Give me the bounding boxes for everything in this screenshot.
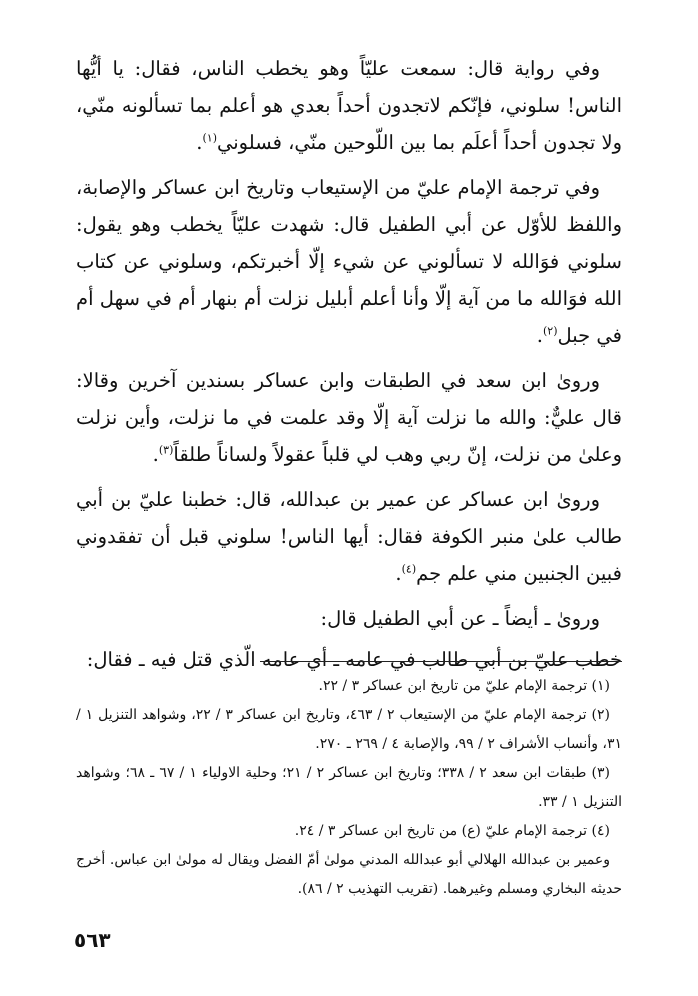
paragraph-2	[76, 169, 622, 354]
footnote-4: (٤) ترجمة الإمام عليّ (ع) من تاريخ ابن عساكر ٣ / ٢٤.	[294, 823, 610, 839]
footnotes	[76, 672, 622, 904]
footnote-ref-1[interactable]: (١)	[202, 131, 217, 145]
paragraph-3	[76, 362, 622, 473]
footnote-3: (٣) طبقات ابن سعد ٢ / ٣٣٨؛ وتاريخ ابن عساكر ٢ / ٢١؛ وحلية الاولياء ١ / ٦٧ ـ ٦٨؛ وشواهد التنزيل ١ / ٣٣.	[76, 765, 622, 810]
paragraph-2-end: .	[536, 324, 543, 347]
footnote-ref-4[interactable]: (٤)	[401, 562, 417, 576]
paragraph-2-text: وفي ترجمة الإمام عليّ من الإستيعاب وتاريخ ابن عساكر والإصابة، واللفظ للأوّل عن أبي الطفيل قال: شهدت عليّاً يخطب وهو يقول: سلوني فوَالله لا تسألوني عن شيء إلّا أخبرتكم، وسلوني عن كتاب الله فوَالله ما من آية إلّا وأنا أعلم أبليل نزلت أم بنهار أم في سهل أم في جبل	[76, 176, 622, 347]
paragraph-5: وروىٰ ـ أيضاً ـ عن أبي الطفيل قال:	[320, 607, 600, 630]
main-text	[76, 50, 622, 686]
footnote-ref-2[interactable]: (٢)	[543, 324, 558, 338]
paragraph-4-end: .	[395, 562, 402, 585]
footnote-ref-3[interactable]: (٣)	[158, 443, 174, 457]
paragraph-3-end: .	[152, 443, 159, 466]
paragraph-6: خطب عليّ بن أبي طالب في عامه ـ أي عامه الّذي قتل فيه ـ فقال:	[86, 648, 622, 671]
footnote-divider	[260, 661, 622, 662]
paragraph-4-text: وروىٰ ابن عساكر عن عمير بن عبدالله، قال: خطبنا عليّ بن أبي طالب علىٰ منبر الكوفة فقال: أيها الناس! سلوني قبل أن تفقدوني فبين الجنبين مني علم جم	[76, 488, 622, 585]
footnote-4-note: وعمير بن عبدالله الهلالي أبو عبدالله المدني مولىٰ أمّ الفضل ويقال له مولىٰ ابن عباس. أخرج حديثه البخاري ومسلم وغيرهما. (تقريب التهذيب ٢ / ٨٦).	[76, 852, 622, 897]
paragraph-1-text: وفي رواية قال: سمعت عليّاً وهو يخطب الناس، فقال: يا أيُّها الناس! سلوني، فإنّكم لاتجدون أحداً بعدي هو أعلم بما تسألونه منّي، ولا تجدون أحداً أعلَم بما بين اللّوحين منّي، فسلوني	[76, 57, 622, 154]
paragraph-1-end: .	[196, 131, 203, 154]
paragraph-3-text: وروىٰ ابن سعد في الطبقات وابن عساكر بسندين آخرين وقالا: قال عليٌّ: والله ما نزلت آية إلّا وقد علمت في ما نزلت، وأين نزلت وعلىٰ من نزلت، إنّ ربي وهب لي قلباً عقولاً ولساناً طلقاً	[76, 369, 622, 466]
footnote-2: (٢) ترجمة الإمام عليّ من الإستيعاب ٢ / ٤٦٣، وتاريخ ابن عساكر ٣ / ٢٢، وشواهد التنزيل ١ / ٣١، وأنساب الأشراف ٢ / ٩٩، والإصابة ٤ / ٢٦٩ ـ ٢٧٠.	[76, 707, 622, 752]
paragraph-4	[76, 481, 622, 592]
page-number: ٥٦٣	[74, 928, 111, 952]
paragraph-1	[76, 50, 622, 161]
footnote-1: (١) ترجمة الإمام عليّ من تاريخ ابن عساكر ٣ / ٢٢.	[318, 678, 610, 694]
